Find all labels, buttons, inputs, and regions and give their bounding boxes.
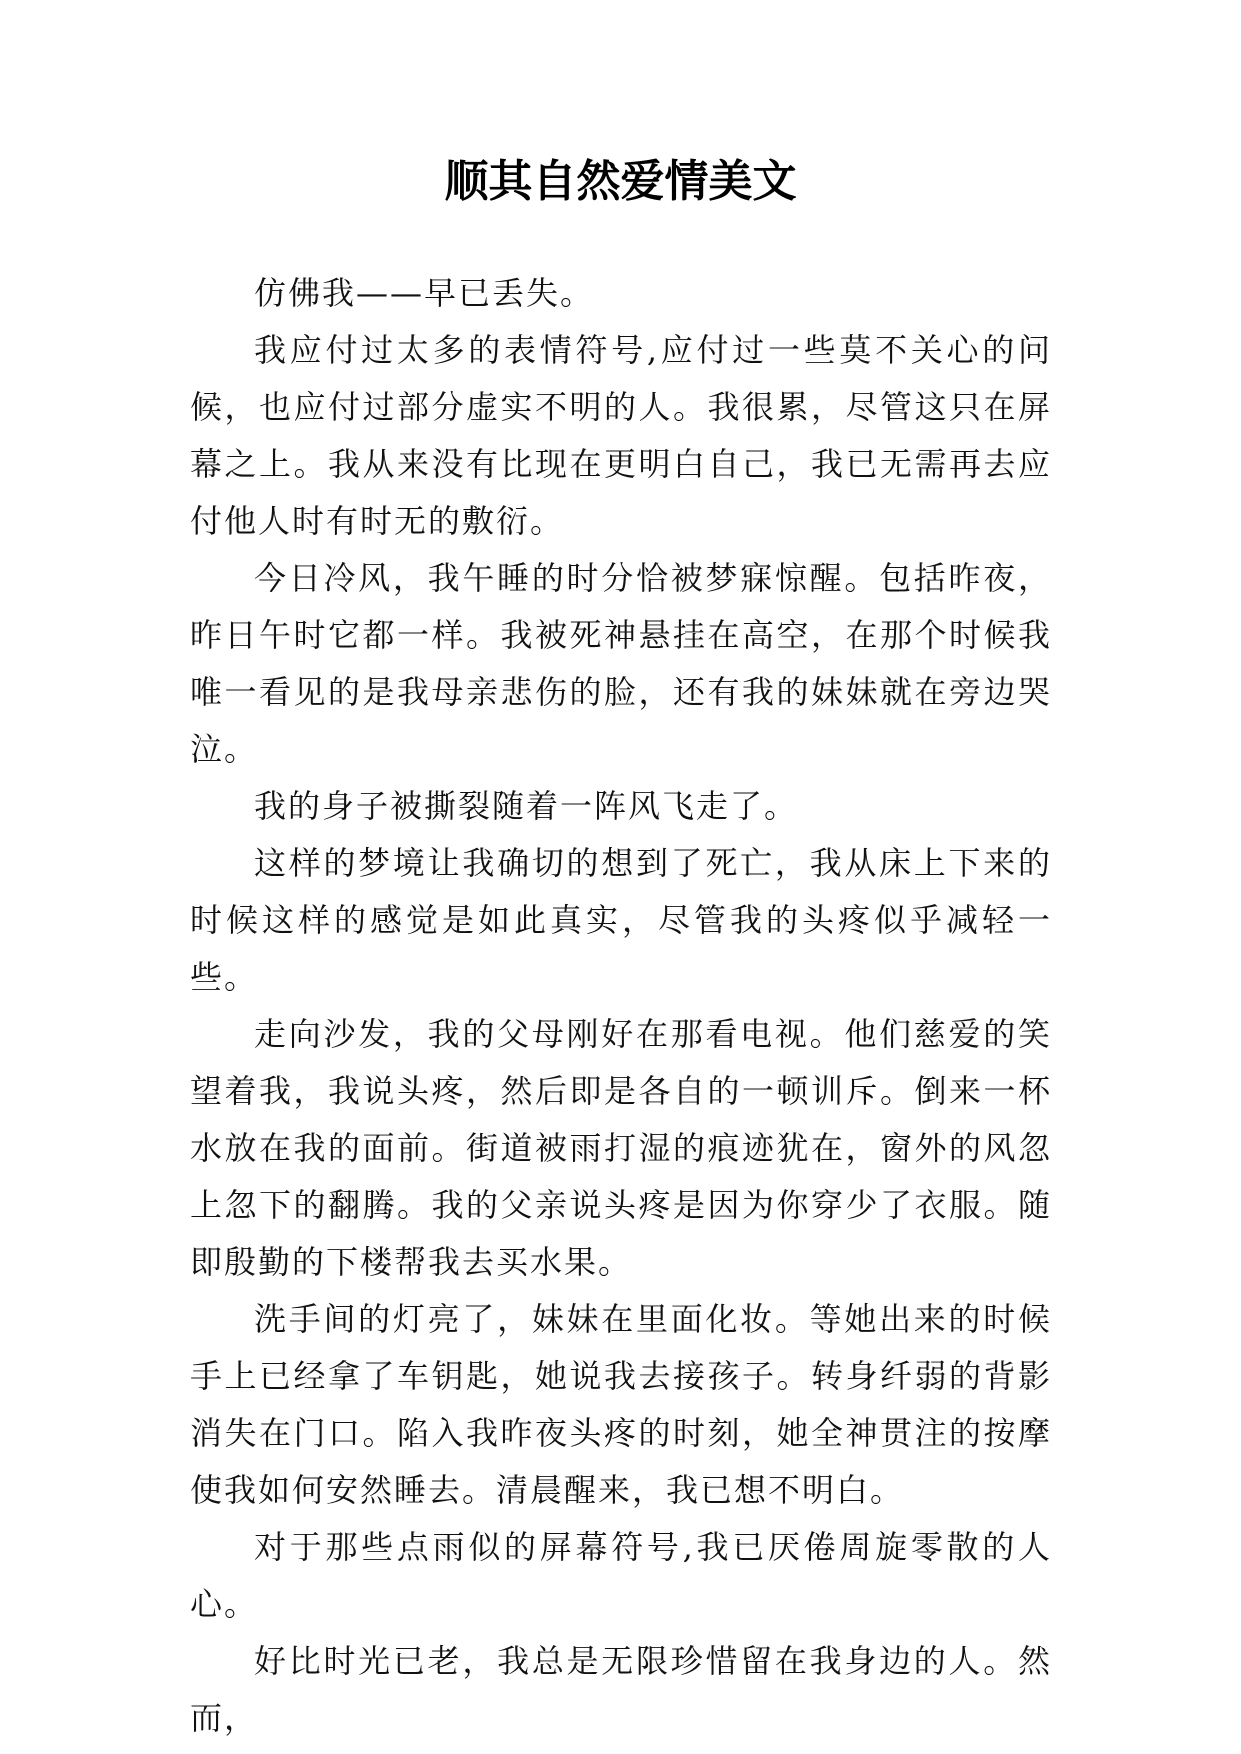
paragraph: 对于那些点雨似的屏幕符号,我已厌倦周旋零散的人心。: [190, 1528, 1052, 1623]
paragraph: 好比时光已老，我总是无限珍惜留在我身边的人。然而，: [190, 1642, 1052, 1737]
paragraph: 洗手间的灯亮了，妹妹在里面化妆。等她出来的时候手上已经拿了车钥匙，她说我去接孩子。转身纤弱的背影消失在门口。陷入我昨夜头疼的时刻，她全神贯注的按摩使我如何安然睡去。清晨醒来，我已想不明白。: [190, 1300, 1052, 1509]
paragraph: 走向沙发，我的父母刚好在那看电视。他们慈爱的笑望着我，我说头疼，然后即是各自的一顿训斥。倒来一杯水放在我的面前。街道被雨打湿的痕迹犹在，窗外的风忽上忽下的翻腾。我的父亲说头疼是因为你穿少了衣服。随即殷勤的下楼帮我去买水果。: [190, 1015, 1052, 1281]
document-body: [190, 265, 1052, 1747]
paragraph: 这样的梦境让我确切的想到了死亡，我从床上下来的时候这样的感觉是如此真实，尽管我的头疼似乎减轻一些。: [190, 844, 1052, 996]
paragraph: 今日冷风，我午睡的时分恰被梦寐惊醒。包括昨夜，昨日午时它都一样。我被死神悬挂在高空，在那个时候我唯一看见的是我母亲悲伤的脸，还有我的妹妹就在旁边哭泣。: [190, 559, 1052, 768]
paragraph: 我的身子被撕裂随着一阵风飞走了。: [254, 787, 799, 825]
document-title: 顺其自然爱情美文: [444, 156, 797, 207]
paragraph: 我应付过太多的表情符号,应付过一些莫不关心的问候，也应付过部分虚实不明的人。我很累，尽管这只在屏幕之上。我从来没有比现在更明白自己，我已无需再去应付他人时有时无的敷衍。: [190, 331, 1052, 540]
paragraph: 仿佛我——早已丢失。: [254, 274, 595, 312]
